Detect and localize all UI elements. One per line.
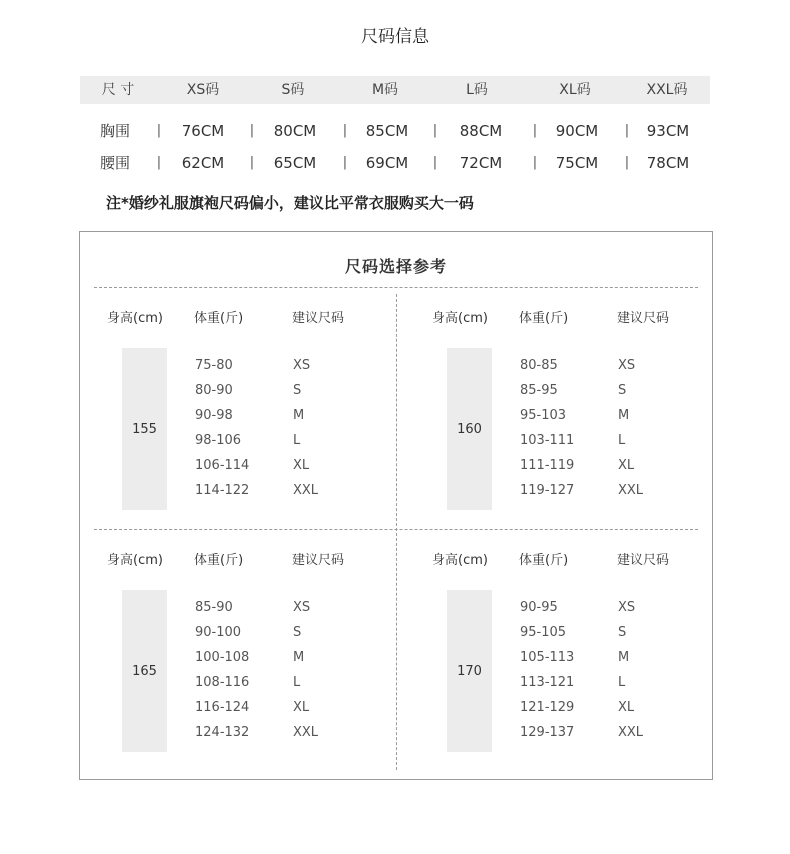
weight-col-header: 体重(斤): [194, 311, 244, 326]
size-info-title: 尺码信息: [361, 27, 429, 47]
column-separator: |: [624, 155, 630, 170]
size-header-s: S码: [281, 82, 305, 98]
measurement-value: 85CM: [365, 122, 409, 140]
column-separator: |: [249, 123, 255, 138]
weight-col-header: 体重(斤): [194, 553, 244, 568]
weight-col-header: 体重(斤): [519, 553, 569, 568]
measurement-value: 75CM: [555, 154, 599, 172]
measurement-label: 胸围: [100, 122, 131, 140]
column-separator: |: [624, 123, 630, 138]
suggested-size: S: [618, 625, 627, 640]
title-divider: [94, 287, 698, 288]
suggested-size: XS: [618, 358, 636, 373]
height-col-header: 身高(cm): [432, 311, 488, 326]
suggested-size: L: [618, 675, 626, 690]
column-separator: |: [249, 155, 255, 170]
height-col-header: 身高(cm): [107, 553, 163, 568]
weight-range: 85-90: [195, 600, 233, 615]
suggested-size: XS: [293, 358, 311, 373]
column-separator: |: [432, 123, 438, 138]
weight-range: 111-119: [520, 458, 575, 473]
measurement-value: 93CM: [646, 122, 690, 140]
table-row: [195, 675, 395, 695]
size-header-m: M码: [371, 82, 399, 98]
table-row: [195, 625, 395, 645]
column-separator: |: [532, 123, 538, 138]
height-group-155: [107, 307, 407, 537]
height-value: 165: [122, 590, 167, 752]
measurement-value: 90CM: [555, 122, 599, 140]
weight-range: 119-127: [520, 483, 575, 498]
height-value: 155: [122, 348, 167, 510]
weight-range: 114-122: [195, 483, 250, 498]
size-col-header: 建议尺码: [292, 553, 345, 568]
suggested-size: L: [293, 433, 301, 448]
table-row: [520, 675, 720, 695]
weight-range: 124-132: [195, 725, 250, 740]
column-separator: |: [342, 123, 348, 138]
weight-range: 80-90: [195, 383, 233, 398]
table-row: [520, 725, 720, 745]
column-separator: |: [432, 155, 438, 170]
measurement-value: 72CM: [459, 154, 503, 172]
size-header-l: L码: [466, 82, 488, 98]
size-header-xl: XL码: [559, 82, 591, 98]
suggested-size: XS: [293, 600, 311, 615]
size-header-label: 尺 寸: [101, 82, 135, 98]
measurement-value: 69CM: [365, 154, 409, 172]
suggested-size: XL: [618, 458, 635, 473]
table-row: [520, 600, 720, 620]
suggested-size: S: [618, 383, 627, 398]
weight-range: 85-95: [520, 383, 558, 398]
measurement-label: 腰围: [100, 154, 131, 172]
size-col-header: 建议尺码: [617, 553, 670, 568]
weight-range: 113-121: [520, 675, 575, 690]
weight-range: 129-137: [520, 725, 575, 740]
height-group-160: [432, 307, 732, 537]
suggested-size: M: [293, 650, 305, 665]
table-row: [520, 625, 720, 645]
table-row: [195, 650, 395, 670]
weight-range: 121-129: [520, 700, 575, 715]
table-row: [520, 408, 720, 428]
weight-range: 103-111: [520, 433, 575, 448]
table-row: [195, 700, 395, 720]
table-row: [520, 700, 720, 720]
measurement-value: 65CM: [273, 154, 317, 172]
suggested-size: XS: [618, 600, 636, 615]
table-row: [520, 650, 720, 670]
column-separator: |: [156, 155, 162, 170]
suggested-size: M: [293, 408, 305, 423]
suggested-size: S: [293, 383, 302, 398]
suggested-size: XL: [293, 700, 310, 715]
table-row: [195, 408, 395, 428]
suggested-size: L: [618, 433, 626, 448]
weight-range: 95-105: [520, 625, 567, 640]
weight-range: 90-95: [520, 600, 558, 615]
weight-range: 90-100: [195, 625, 242, 640]
suggested-size: S: [293, 625, 302, 640]
measurement-value: 76CM: [181, 122, 225, 140]
table-row: [195, 433, 395, 453]
weight-range: 100-108: [195, 650, 250, 665]
weight-range: 90-98: [195, 408, 233, 423]
suggested-size: XL: [293, 458, 310, 473]
weight-range: 108-116: [195, 675, 250, 690]
table-row: [195, 358, 395, 378]
suggested-size: XXL: [293, 725, 319, 740]
height-col-header: 身高(cm): [107, 311, 163, 326]
table-row: [520, 433, 720, 453]
suggested-size: XL: [618, 700, 635, 715]
height-group-165: [107, 549, 407, 779]
weight-range: 95-103: [520, 408, 567, 423]
table-row: [520, 483, 720, 503]
weight-col-header: 体重(斤): [519, 311, 569, 326]
table-row: [520, 383, 720, 403]
size-col-header: 建议尺码: [617, 311, 670, 326]
weight-range: 116-124: [195, 700, 250, 715]
size-header-xs: XS码: [186, 82, 220, 98]
table-row: [195, 383, 395, 403]
weight-range: 106-114: [195, 458, 250, 473]
size-reference-panel: [79, 231, 713, 780]
measurement-row-chest: [80, 118, 710, 144]
table-row: [520, 358, 720, 378]
height-value: 160: [447, 348, 492, 510]
table-row: [195, 725, 395, 745]
size-header-row: [80, 76, 710, 104]
table-row: [195, 458, 395, 478]
height-group-170: [432, 549, 732, 779]
table-row: [195, 600, 395, 620]
height-col-header: 身高(cm): [432, 553, 488, 568]
table-row: [520, 458, 720, 478]
measurement-value: 78CM: [646, 154, 690, 172]
weight-range: 98-106: [195, 433, 242, 448]
suggested-size: L: [293, 675, 301, 690]
suggested-size: M: [618, 408, 630, 423]
measurement-row-waist: [80, 150, 710, 176]
reference-title: 尺码选择参考: [344, 257, 447, 276]
suggested-size: XXL: [293, 483, 319, 498]
measurement-value: 80CM: [273, 122, 317, 140]
weight-range: 105-113: [520, 650, 575, 665]
suggested-size: M: [618, 650, 630, 665]
column-separator: |: [156, 123, 162, 138]
suggested-size: XXL: [618, 483, 644, 498]
weight-range: 75-80: [195, 358, 233, 373]
height-value: 170: [447, 590, 492, 752]
size-col-header: 建议尺码: [292, 311, 345, 326]
table-row: [195, 483, 395, 503]
size-header-xxl: XXL码: [646, 82, 688, 98]
measurement-value: 88CM: [459, 122, 503, 140]
column-separator: |: [532, 155, 538, 170]
suggested-size: XXL: [618, 725, 644, 740]
measurement-value: 62CM: [181, 154, 225, 172]
size-note: 注*婚纱礼服旗袍尺码偏小，建议比平常衣服购买大一码: [106, 194, 474, 212]
weight-range: 80-85: [520, 358, 558, 373]
column-separator: |: [342, 155, 348, 170]
